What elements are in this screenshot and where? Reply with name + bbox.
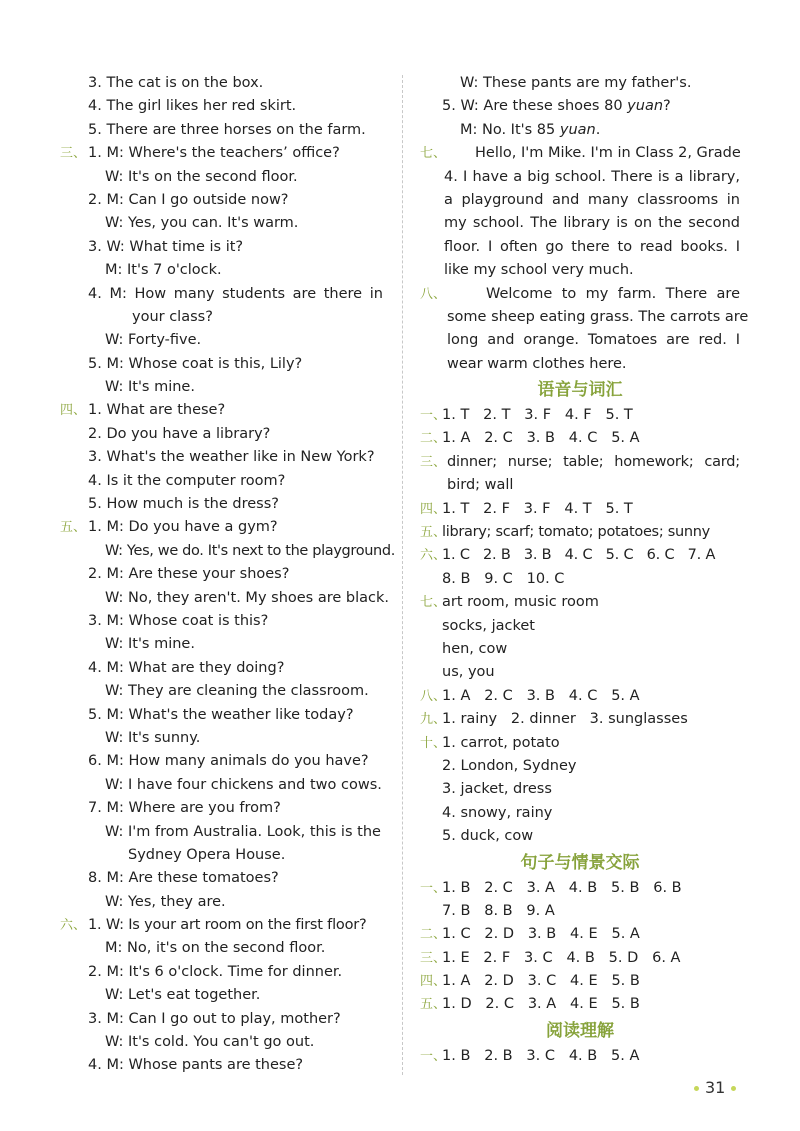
passage-line: my school. The library is on the second (444, 215, 740, 232)
answer-line: 4. M: What are they doing? (88, 659, 285, 676)
answer-line: 3. M: Whose coat is this? (88, 612, 269, 629)
left-column (60, 72, 396, 1078)
section-marker: 三、 (60, 146, 87, 162)
answer-line: 5. How much is the dress? (88, 496, 279, 513)
answer-line: W: Forty-five. (105, 332, 202, 349)
answer-line: 三、 dinner; nurse; table; homework; card; (420, 451, 740, 474)
answer-line: 5. There are three horses on the farm. (88, 121, 366, 138)
answer-line: 3. What's the weather like in New York? (88, 449, 375, 466)
answer-line: 3. M: Can I go out to play, mother? (88, 1010, 341, 1027)
answer-line: 二、 1. A 2. C 3. B 4. C 5. A (420, 427, 740, 450)
passage-line: some sheep eating grass. The carrots are (447, 308, 749, 325)
answer-line: W: It's mine. (105, 379, 195, 396)
section-marker: 八、 (420, 286, 447, 302)
answer-line: 8. B 9. C 10. C (442, 570, 565, 587)
answer-line: 7. M: Where are you from? (88, 800, 281, 817)
section-marker: 三、 (420, 454, 447, 470)
answer-line: 四、 1. T 2. F 3. F 4. T 5. T (420, 498, 740, 521)
section-marker: 七、 (420, 595, 447, 611)
answer-line: W: I have four chickens and two cows. (105, 776, 382, 793)
answer-line: 3. W: What time is it? (88, 238, 244, 255)
answer-line: W: These pants are my father's. (460, 75, 692, 91)
answer-line: 十、 1. carrot, potato (420, 732, 740, 755)
answer-line: 5. W: Are these shoes 80 yuan? (442, 98, 671, 115)
section-marker: 一、 (420, 880, 447, 896)
answer-line: M: No, it's on the second floor. (105, 940, 326, 957)
answer-line: bird; wall (447, 477, 514, 494)
section-marker: 二、 (420, 431, 447, 447)
answer-line: 5. M: Whose coat is this, Lily? (88, 355, 303, 372)
section-heading: 句子与情景交际 (520, 852, 640, 873)
answer-line: W: Yes, we do. It's next to the playground. (105, 542, 396, 559)
section-heading: 语音与词汇 (537, 380, 623, 401)
passage-line: long and orange. Tomatoes are red. I (447, 332, 740, 349)
answer-line: 2. Do you have a library? (88, 425, 271, 442)
answer-line: 2. London, Sydney (442, 757, 577, 774)
answer-line: 4. snowy, rainy (442, 804, 553, 821)
answer-line: 八、 1. A 2. C 3. B 4. C 5. A (420, 685, 740, 708)
page-number: 31 (688, 1078, 742, 1097)
section-marker: 一、 (420, 408, 447, 424)
answer-line: W: Yes, you can. It's warm. (105, 215, 299, 232)
answer-line: 六、 1. C 2. B 3. B 4. C 5. C 6. C 7. A (420, 544, 740, 567)
section-marker: 四、 (420, 974, 447, 990)
section-marker: 十、 (420, 735, 447, 751)
answer-line: 五、 1. M: Do you have a gym? (60, 516, 390, 539)
answer-line: 5. M: What's the weather like today? (88, 706, 354, 723)
answer-line: 三、 1. M: Where's the teachers’ office? (60, 142, 390, 165)
answer-line: 四、 1. A 2. D 3. C 4. E 5. B (420, 970, 740, 993)
section-marker: 五、 (60, 520, 87, 536)
answer-line: 4. M: How many students are there in (88, 285, 383, 302)
section-marker: 五、 (420, 997, 447, 1013)
dot-icon (731, 1086, 736, 1091)
answer-line: W: Let's eat together. (105, 987, 261, 1004)
answer-line: W: They are cleaning the classroom. (105, 683, 369, 700)
answer-line: M: No. It's 85 yuan. (460, 121, 601, 138)
answer-line: socks, jacket (442, 617, 535, 634)
section-marker: 七、 (420, 146, 447, 162)
passage-line: a playground and many classrooms in (444, 191, 740, 208)
answer-line: 7. B 8. B 9. A (442, 902, 555, 919)
answer-line: 2. M: It's 6 o'clock. Time for dinner. (88, 963, 343, 980)
answer-line: 4. Is it the computer room? (88, 472, 286, 489)
answer-line: 3. jacket, dress (442, 781, 552, 798)
section-marker: 三、 (420, 950, 447, 966)
answer-line: 6. M: How many animals do you have? (88, 753, 369, 770)
right-column (420, 72, 749, 1068)
answer-line: W: Yes, they are. (105, 893, 226, 910)
passage-line: 4. I have a big school. There is a library, (444, 168, 740, 185)
passage-line: 八、 Welcome to my farm. There are (420, 283, 740, 306)
answer-line: 六、 1. W: Is your art room on the first floor? (60, 914, 390, 937)
section-marker: 六、 (420, 548, 447, 564)
answer-line: W: I'm from Australia. Look, this is the (105, 823, 381, 840)
answer-line: hen, cow (442, 640, 508, 657)
section-marker: 五、 (420, 525, 447, 541)
passage-line: wear warm clothes here. (447, 355, 627, 372)
answer-line: 九、 1. rainy 2. dinner 3. sunglasses (420, 708, 740, 731)
answer-line: your class? (132, 308, 213, 325)
answer-line: 七、 art room, music room (420, 591, 740, 614)
answer-line: 2. M: Are these your shoes? (88, 566, 290, 583)
dot-icon (694, 1086, 699, 1091)
answer-line: W: It's cold. You can't go out. (105, 1034, 315, 1051)
answer-line: 二、 1. C 2. D 3. B 4. E 5. A (420, 923, 740, 946)
answer-line: 4. M: Whose pants are these? (88, 1057, 304, 1074)
section-marker: 二、 (420, 927, 447, 943)
answer-line: 四、 1. What are these? (60, 399, 390, 422)
section-marker: 一、 (420, 1048, 447, 1064)
answer-line: 5. duck, cow (442, 828, 534, 845)
answer-line: 一、 1. B 2. B 3. C 4. B 5. A (420, 1045, 740, 1068)
answer-line: W: It's sunny. (105, 729, 201, 746)
section-marker: 四、 (60, 403, 87, 419)
answer-line: 一、 1. B 2. C 3. A 4. B 5. B 6. B (420, 877, 740, 900)
answer-line: 五、 library; scarf; tomato; potatoes; sunny (420, 521, 740, 544)
answer-line: 三、 1. E 2. F 3. C 4. B 5. D 6. A (420, 947, 740, 970)
answer-line: 4. The girl likes her red skirt. (88, 98, 297, 115)
answer-line: W: It's mine. (105, 636, 195, 653)
section-marker: 九、 (420, 712, 447, 728)
section-marker: 八、 (420, 688, 447, 704)
passage-line: like my school very much. (444, 262, 634, 279)
answer-line: 8. M: Are these tomatoes? (88, 870, 279, 887)
passage-line: 七、 Hello, I'm Mike. I'm in Class 2, Grade (420, 142, 740, 165)
section-marker: 六、 (60, 918, 87, 934)
answer-line: Sydney Opera House. (128, 846, 286, 863)
answer-line: W: It's on the second floor. (105, 168, 298, 185)
answer-line: W: No, they aren't. My shoes are black. (105, 589, 389, 606)
answer-line: 2. M: Can I go outside now? (88, 191, 289, 208)
column-divider (402, 75, 403, 1075)
answer-line: 五、 1. D 2. C 3. A 4. E 5. B (420, 993, 740, 1016)
section-marker: 四、 (420, 501, 447, 517)
answer-line: 一、 1. T 2. T 3. F 4. F 5. T (420, 404, 740, 427)
answer-line: 3. The cat is on the box. (88, 75, 264, 91)
section-heading: 阅读理解 (546, 1020, 614, 1041)
passage-line: floor. I often go there to read books. I (444, 238, 740, 255)
answer-line: M: It's 7 o'clock. (105, 262, 222, 279)
answer-line: us, you (442, 664, 495, 681)
